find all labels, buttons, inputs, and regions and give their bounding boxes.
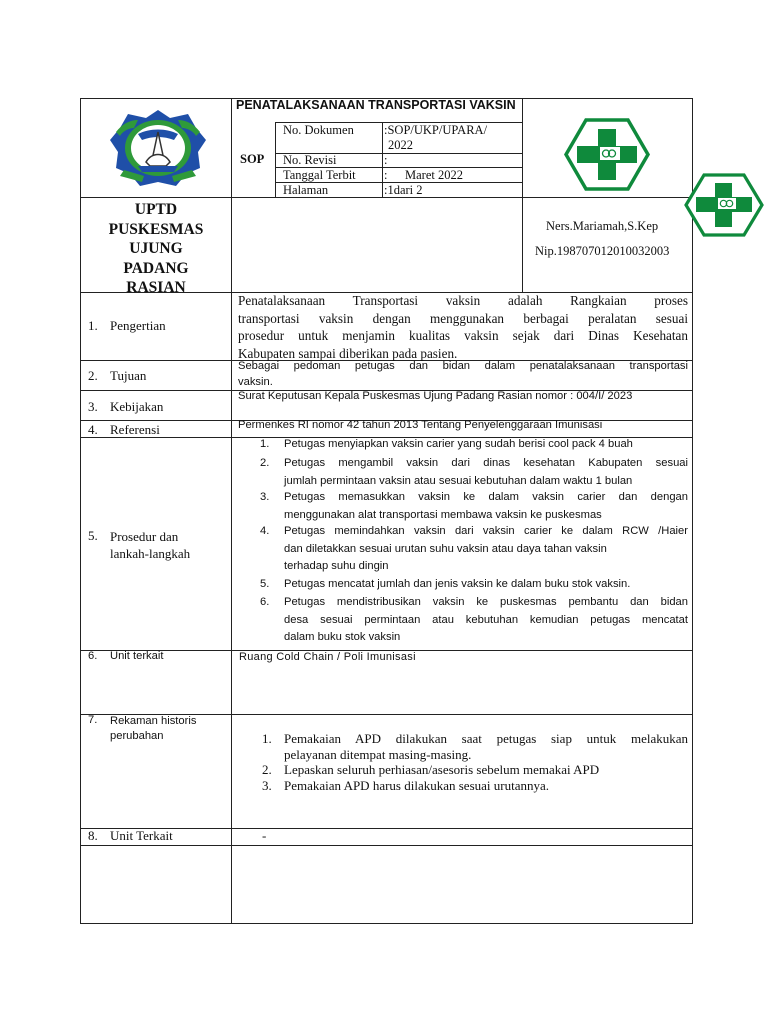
row-label-unit-terkait-2: Unit Terkait — [110, 828, 173, 843]
meta-value-tanggal-terbit: Maret 2022 — [405, 168, 463, 182]
label-line: Prosedur dan — [110, 529, 179, 544]
row-number: 4. — [88, 422, 98, 437]
step-line: Petugas mendistribusikan vaksin ke puskesmas pembantu dan bidan — [284, 596, 688, 608]
meta-value-tanggal-terbit-colon: : — [384, 168, 388, 182]
row-number: 1. — [88, 318, 98, 333]
step-line: jumlah permintaan vaksin atau sesuai kebutuhan dalam waktu 1 bulan — [284, 474, 633, 487]
rekaman-item — [262, 762, 688, 778]
rekaman-item — [262, 731, 688, 762]
row-number: 6. — [88, 650, 98, 662]
text-line: vaksin. — [238, 375, 273, 388]
step-line: Petugas mengambil vaksin dari dinas kesehatan Kabupaten sesuai — [284, 457, 688, 469]
meta-label-tanggal-terbit: Tanggal Terbit — [283, 168, 356, 182]
procedure-step — [238, 576, 688, 594]
label-line: perubahan — [110, 730, 164, 742]
puskesmas-cross-logo-icon — [564, 117, 650, 192]
label-line: lankah-langkah — [110, 546, 191, 561]
row-label-tujuan: Tujuan — [110, 368, 147, 383]
item-line: Lepaskan seluruh perhiasan/asesoris sebelum memakai APD — [284, 762, 600, 777]
step-number: 4. — [260, 525, 270, 537]
meta-value-no-revisi: : — [384, 153, 388, 167]
row-number: 8. — [88, 828, 98, 843]
text-line: transportasi vaksin dengan menggunakan berbagai peralatan sesuai — [238, 310, 688, 326]
organization-name — [80, 200, 232, 298]
step-line: dan diletakkan sesuai urutan suhu vaksin atau daya tahan vaksin — [284, 542, 607, 555]
step-line: Petugas memindahkan vaksin dari vaksin carier ke dalam RCW /Haier — [284, 525, 688, 537]
org-line: PADANG — [123, 259, 189, 277]
org-line: UJUNG — [129, 240, 183, 257]
unit-terkait-text: Ruang Cold Chain / Poli Imunisasi — [239, 651, 416, 663]
row-number: 5. — [88, 528, 98, 543]
step-line: dalam buku stok vaksin — [284, 631, 401, 643]
tujuan-text — [238, 359, 688, 390]
meta-value-no-dokumen-year: 2022 — [388, 138, 413, 152]
step-line: Petugas menyiapkan vaksin carier yang sudah berisi cool pack 4 buah — [284, 438, 633, 450]
text-line: Sebagai pedoman petugas dan bidan dalam penatalaksanaan transportasi — [238, 360, 688, 372]
procedure-step — [238, 436, 688, 454]
column-divider-right — [522, 98, 523, 292]
meta-label-no-dokumen: No. Dokumen — [283, 123, 354, 137]
org-line: UPTD — [134, 201, 178, 218]
procedure-step — [238, 523, 688, 576]
document-title: PENATALAKSANAAN TRANSPORTASI VAKSIN — [236, 98, 516, 112]
step-number: 6. — [260, 596, 270, 608]
meta-value-divider — [382, 122, 383, 197]
step-number: 3. — [260, 491, 270, 503]
procedure-step — [238, 455, 688, 490]
text-line: Penatalaksanaan Transportasi vaksin adalah Rangkaian proses — [238, 293, 688, 308]
procedure-step — [238, 594, 688, 647]
step-number: 5. — [260, 578, 270, 590]
regency-seal-icon — [108, 106, 208, 192]
sop-label: SOP — [240, 152, 265, 166]
text-line: Kabupaten sampai diberikan pada pasien. — [238, 345, 458, 361]
org-line: PUSKESMAS — [108, 220, 204, 238]
procedure-step — [238, 489, 688, 524]
sop-label-divider — [275, 122, 276, 197]
step-line: desa sesuai permintaan atau kebutuhan kemudian petugas mencatat — [284, 613, 688, 626]
row-number: 2. — [88, 368, 98, 383]
step-number: 2. — [260, 457, 270, 469]
step-line: menggunakan alat transportasi membawa vaksin ke puskesmas — [284, 508, 602, 521]
signer-name: Ners.Mariamah,S.Kep — [546, 219, 659, 233]
meta-label-halaman: Halaman — [283, 183, 329, 197]
item-line: Pemakaian APD harus dilakukan sesuai urutannya. — [284, 778, 549, 793]
row-label-rekaman — [110, 714, 196, 744]
kebijakan-text: Surat Keputusan Kepala Puskesmas Ujung Padang Rasian nomor : 004/I/ 2023 — [238, 390, 633, 402]
row-label-kebijakan: Kebijakan — [110, 399, 164, 414]
meta-value-halaman: :1dari 2 — [384, 183, 423, 197]
step-line: Petugas mencatat jumlah dan jenis vaksin ke dalam buku stok vaksin. — [284, 578, 631, 590]
row-number: 7. — [88, 714, 98, 726]
step-number: 1. — [260, 438, 270, 450]
item-line: Pemakaian APD dilakukan saat petugas siap untuk melakukan — [284, 731, 688, 746]
meta-label-no-revisi: No. Revisi — [283, 153, 337, 167]
item-number: 2. — [262, 762, 272, 777]
row-number: 3. — [88, 399, 98, 414]
item-number: 3. — [262, 778, 272, 793]
item-number: 1. — [262, 731, 272, 746]
signer-nip: Nip.198707012010032003 — [535, 244, 670, 258]
text-line: prosedur untuk menjamin kualitas vaksin sejak dari Dinas Kesehatan — [238, 328, 688, 343]
step-line: Petugas memasukkan vaksin ke dalam vaksin carier dan dengan — [284, 491, 688, 503]
rekaman-item — [262, 778, 688, 794]
puskesmas-cross-logo-small-icon — [684, 172, 764, 238]
row-label-referensi: Referensi — [110, 422, 160, 437]
label-line: Rekaman historis — [110, 715, 197, 727]
pengertian-text — [238, 292, 688, 362]
meta-value-no-dokumen: :SOP/UKP/UPARA/ — [384, 123, 488, 137]
item-line: pelayanan ditempat masing-masing. — [284, 746, 472, 762]
row-label-pengertian: Pengertian — [110, 318, 166, 333]
row-line-bottom — [80, 845, 693, 846]
unit-terkait-2-text: - — [262, 828, 267, 843]
row-label-unit-terkait: Unit terkait — [110, 650, 164, 662]
row-label-prosedur — [110, 528, 190, 562]
org-line: RASIAN — [126, 279, 186, 296]
step-line: terhadap suhu dingin — [284, 560, 389, 572]
referensi-text: Permenkes RI nomor 42 tahun 2013 Tentang Penyelenggaraan Imunisasi — [238, 419, 603, 431]
